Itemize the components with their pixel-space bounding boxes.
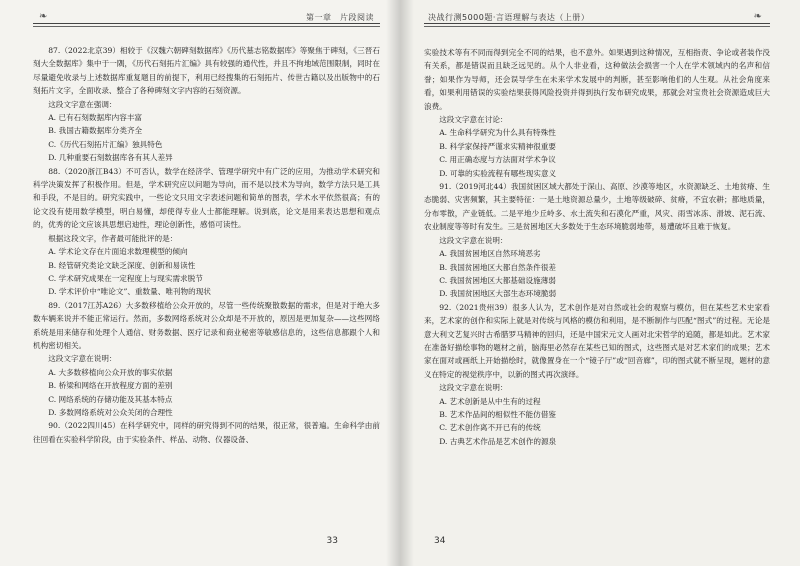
question-paragraph: 89.（2017江苏A26）大多数移植给公众开放的，尽管一些传统聚散数据的需求，但是对于绝大多数车辆来说并不能正常运行。然而，多数网络系统对公众却是不开放的，原因是更加复杂——这些网络系统是用来储存和处理个人通信、财务数据、医疗记录和商业秘密等敏感信息的，这些信息都跟个人和机构密切相关。 <box>33 300 380 350</box>
right-page <box>400 0 800 566</box>
answer-option: A. 大多数移植向公众开放的事实依据 <box>48 367 173 377</box>
question-paragraph: 87.（2022北京39）相较于《汉魏六朝碑刻数据库》《历代墓志铭数据库》等聚焦于碑刻，《三晋石刻大全数据库》集中于一隅，《历代石刻拓片汇编》具有较强的通代性，并且不拘地域范围限制，同时在尽量避免收录与上述数据库重复题目的前提下，利用已经搜集的石刻拓片、传世古籍以及出版物中的石刻拓片文字，全面收录、整合了各种碑刻文字内容的石刻资源。 <box>33 46 380 96</box>
question-paragraph: 88.（2020浙江B43）不可否认，数学在经济学、管理学研究中有广泛的应用，为推动学术研究和科学决策发挥了积极作用。但是，学术研究应以问题为导向，而不是以技术为导向，数学方法只是工具和手段，不是目的。研究实践中，一些论文只用文字表述问题和简单的图表，学术水平依然很高；有的论文没有使用数学模型，明白易懂，却使得专业人士都能理解。说到底，论文是用来表达思想和观点的，优秀的论文应该具思想启迪性，理论创新性，感悟可读性。 <box>33 166 380 230</box>
question-paragraph: 90.（2022四川45）在科学研究中，同样的研究得到不同的结果，很正常，很普遍。生命科学由前往回看在实验科学阶段，由于实验条件、样品、动物、仪器设备、 <box>33 421 380 444</box>
answer-option: D. 多数网络系统对公众关闭的合理性 <box>48 407 173 417</box>
page-number: 34 <box>434 536 446 546</box>
answer-option: C.《历代石刻拓片汇编》独具特色 <box>48 139 163 149</box>
header-rule-thin <box>33 26 380 27</box>
answer-option: D. 我国贫困地区大部生态环境脆弱 <box>439 289 557 299</box>
question-stem: 这段文字意在说明： <box>439 235 508 245</box>
book-title: 决战行测5000题·言语理解与表达（上册） <box>428 13 590 22</box>
answer-option: A. 艺术创新是从中生有的过程 <box>439 396 541 406</box>
answer-option: D. 学术评价中“唯论文”、重数量、唯刊物的现状 <box>48 287 211 297</box>
gutter-shadow <box>386 0 400 566</box>
answer-option: D. 几种重要石刻数据库各有其人差异 <box>48 153 173 163</box>
answer-option: B. 桥梁和网络在开放程度方面的差别 <box>48 381 173 391</box>
answer-option: D. 古典艺术作品是艺术创作的源泉 <box>439 436 557 446</box>
answer-option: A. 已有石刻数据库内容丰富 <box>48 113 143 123</box>
answer-option: A. 生命科学研究为什么具有特殊性 <box>439 128 556 138</box>
book-icon: ❧ <box>753 11 762 22</box>
answer-option: C. 学术研究成果在一定程度上与现实需求脱节 <box>48 273 203 283</box>
header-rule-thin <box>424 26 770 27</box>
answer-option: C. 艺术创作离不开已有的传统 <box>439 423 541 433</box>
left-page-header <box>33 0 380 32</box>
continued-paragraph: 实验技术等有不同而得到完全不同的结果，也不意外。如果遇到这种情况，互相指责、争论或者装作没有关系，都是错误而且缺乏远见的。从个人非业看，这种做法会损害一个人在学术领域内的名声和信誉；如果作为导师，还会误导学生在未来学术发展中的判断，甚至影响他们的人生观。从社会角度来看，如果利用错误的实验结果获得风险投资并得到执行发布研究成果，那就会对宝贵社会资源造成巨大浪费。 <box>424 48 770 111</box>
gutter-shadow <box>400 0 414 566</box>
question-stem: 这段文字意在强调： <box>48 99 117 109</box>
answer-option: C. 我国贫困地区大都基础设施薄弱 <box>439 275 556 285</box>
right-page-content <box>424 46 770 448</box>
left-page-content <box>33 44 380 446</box>
answer-option: B. 艺术作品间的相似性不能仿借鉴 <box>439 409 556 419</box>
question-paragraph: 91.（2019河北44）我国贫困区域大都处于深山、高原、沙漠等地区，水资源缺乏、土地贫瘠、生态脆弱、灾害频繁，其主要特征：一是土地资源总量少，土地等级破碎、贫瘠，不宜农耕；都地质量，分布零散，产业链低。二是平地少丘岭多、水土流失和石漠化严重，风灾、雨雪冰冻、滑坡、泥石流、农业制度等等时有发生。三是贫困地区大多数处于生态环境脆弱地带，易遭破坏且难于恢复。 <box>424 182 770 232</box>
answer-option: C. 用正确态度与方法面对学术争议 <box>439 155 556 165</box>
right-page-header <box>424 0 770 32</box>
answer-option: B. 科学家保持严谨求实精神很重要 <box>439 141 556 151</box>
question-stem: 这段文字意在讨论： <box>439 115 508 125</box>
answer-option: B. 我国贫困地区大都自然条件很差 <box>439 262 556 272</box>
answer-option: A. 学术论文存在片面追求数理模型的倾向 <box>48 247 188 257</box>
header-rule <box>424 23 770 24</box>
answer-option: A. 我国贫困地区自然环境恶劣 <box>439 249 541 259</box>
chapter-title: 第一章 片段阅读 <box>306 13 374 22</box>
question-paragraph: 92.（2021贵州39）很多人认为，艺术创作是对自然或社会的观察与模仿，但在某些艺术史家看来，艺术家的创作和实际上就是对传统与风格的模仿和利用，是不断制作与匹配“图式”的过程。无论是意大利文艺复兴时古希腊罗马精神的回归，还是中国宋元文人画对北宋哲学的追随，都是如此。艺术家在准备好描绘事物的题材之前，脑海里必然存在某些已知的图式，这些图式是对艺术家们的成果；艺术家在面对或画纸上开始描绘时，就像置身在一个“镜子厅”或“回音廊”，印的图式就不断呈现，题材的意义在特定的视觉秩序中，以新的图式再次演绎。 <box>424 302 770 379</box>
book-icon: ❧ <box>39 11 48 22</box>
answer-option: B. 我国古籍数据库分类齐全 <box>48 126 143 136</box>
page-number: 33 <box>326 536 338 546</box>
question-stem: 这段文字意在说明： <box>439 383 508 393</box>
question-stem: 这段文字意在说明： <box>48 354 117 364</box>
answer-option: D. 可靠的实验流程有哪些现实意义 <box>439 168 557 178</box>
question-stem: 根据这段文字，作者最可能批评的是： <box>48 233 178 243</box>
answer-option: B. 经管研究类论文缺乏深度、创新和易读性 <box>48 260 196 270</box>
header-rule <box>33 23 380 24</box>
answer-option: C. 网络系统的存储功能及其基本特点 <box>48 394 173 404</box>
